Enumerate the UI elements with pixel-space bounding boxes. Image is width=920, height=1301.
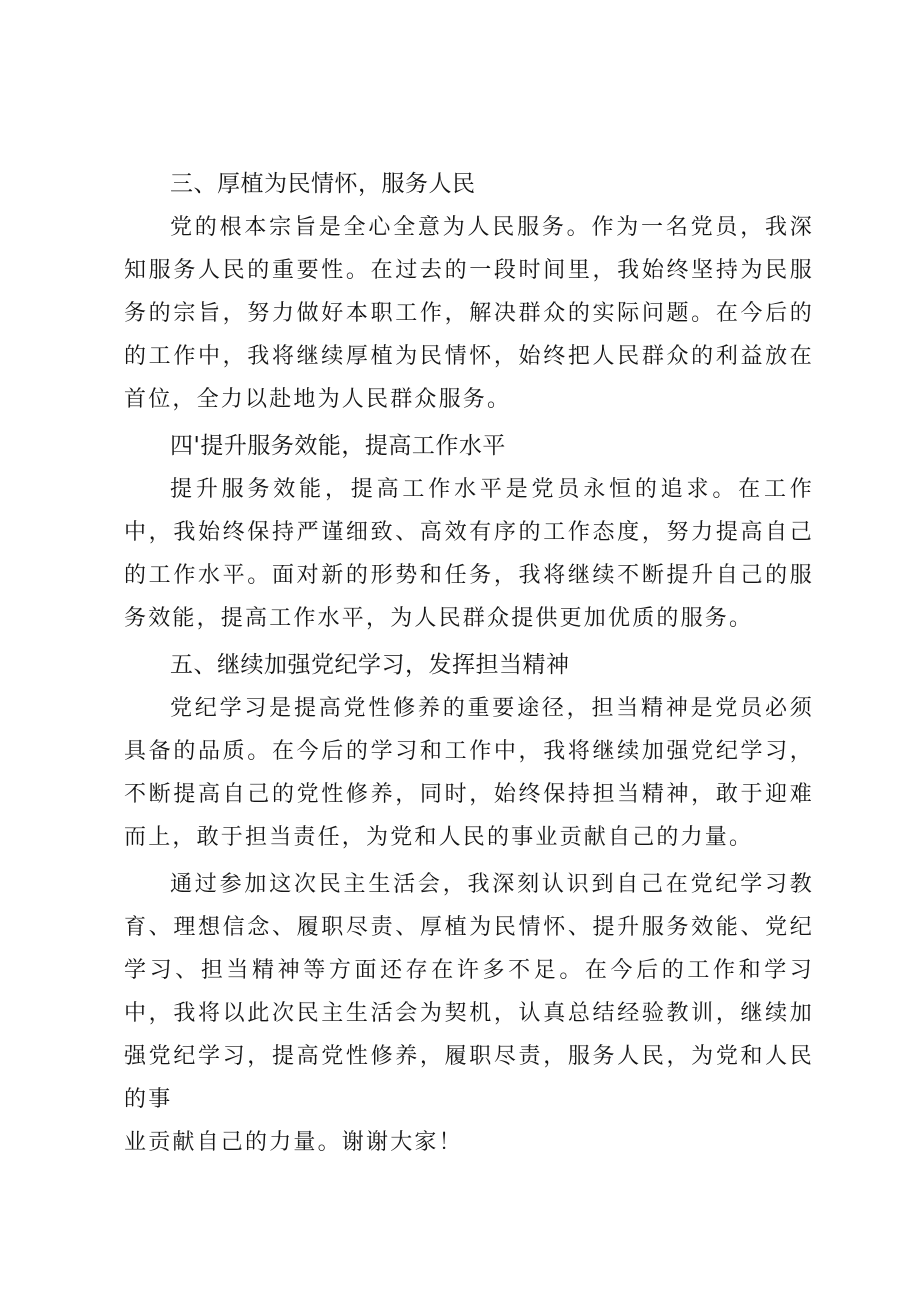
section-5 [124,643,814,859]
section-4 [124,424,814,640]
section-paragraph: 党纪学习是提高党性修养的重要途径，担当精神是党员必须具备的品质。在今后的学习和工作中，我将继续加强党纪学习，不断提高自己的党性修养，同时，始终保持担当精神，敢于迎难而上，敢于担当责任，为党和人民的事业贡献自己的力量。 [124,696,814,850]
closing-paragraph: 通过参加这次民主生活会，我深刻认识到自己在党纪学习教育、理想信念、履职尽责、厚植为民情怀、提升服务效能、党纪学习、担当精神等方面还存在许多不足。在今后的工作和学习中，我将以此次民主生活会为契机，认真总结经验教训，继续加强党纪学习，提高党性修养，履职尽责，服务人民，为党和人民的事 [124,872,814,1112]
section-heading: 三、厚植为民情怀，服务人民 [170,171,476,197]
section-paragraph: 党的根本宗旨是全心全意为人民服务。作为一名党员，我深知服务人民的重要性。在过去的一段时间里，我始终坚持为民服务的宗旨，努力做好本职工作，解决群众的实际问题。在今后的的工作中，我将继续厚植为民情怀，始终把人民群众的利益放在首位，全力以赴地为人民群众服务。 [124,215,814,412]
section-paragraph: 提升服务效能，提高工作水平是党员永恒的追求。在工作中，我始终保持严谨细致、高效有序的工作态度，努力提高自己的工作水平。面对新的形势和任务，我将继续不断提升自己的服务效能，提高工作水平，为人民群众提供更加优质的服务。 [124,477,814,631]
closing-section [124,863,814,1164]
closing-final-line: 业贡献自己的力量。谢谢大家！ [124,1130,463,1155]
document-body [124,162,814,1164]
section-3 [124,162,814,421]
section-heading: 四'提升服务效能，提高工作水平 [170,433,506,459]
section-heading: 五、继续加强党纪学习，发挥担当精神 [170,652,570,678]
